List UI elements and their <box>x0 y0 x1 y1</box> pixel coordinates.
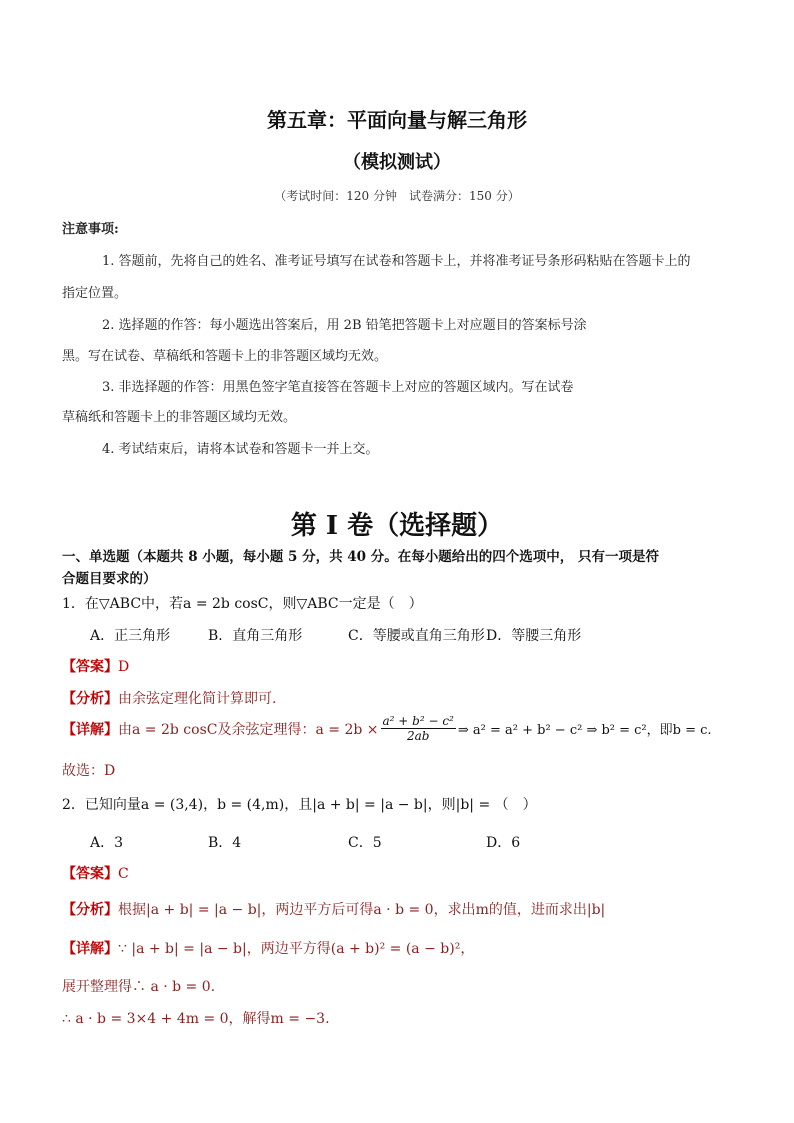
note-item-3-line-1: 3. 非选择题的作答：用黑色签字笔直接答在答题卡上对应的答题区域内。写在试卷 <box>102 380 574 395</box>
note-item-1-line-2: 指定位置。 <box>62 286 128 301</box>
q2-option-d: D．6 <box>486 835 521 851</box>
q2-analysis <box>62 899 605 919</box>
section-intro-line-2: 合题目要求的） <box>62 571 157 587</box>
q1-detail-suffix: ⇒ a² = a² + b² − c² ⇒ b² = c²，即b = c. <box>457 723 712 738</box>
note-item-4: 4. 考试结束后，请将本试卷和答题卡一并上交。 <box>102 442 379 457</box>
page-subtitle: （模拟测试） <box>343 152 451 173</box>
q1-option-c: C．等腰或直角三角形 <box>348 628 485 644</box>
q1-option-a: A．正三角形 <box>90 628 171 644</box>
note-item-2-line-2: 黑。写在试卷、草稿纸和答题卡上的非答题区域均无效。 <box>62 349 388 364</box>
q1-option-b: B．直角三角形 <box>208 628 303 644</box>
exam-info: （考试时间：120 分钟 试卷满分：150 分） <box>274 189 520 203</box>
notes-heading: 注意事项: <box>62 222 119 237</box>
q1-answer-label: 【答案】 <box>62 659 118 675</box>
q1-analysis-text: 由余弦定理化简计算即可. <box>118 691 277 707</box>
q1-answer <box>62 656 129 676</box>
page-title: 第五章：平面向量与解三角形 <box>267 108 527 132</box>
section-title: 第 I 卷（选择题） <box>290 511 504 541</box>
q1-conclusion: 故选：D <box>62 763 116 779</box>
q2-option-b: B．4 <box>208 835 242 851</box>
q1-answer-value: D <box>118 659 130 675</box>
q2-option-c: C．5 <box>348 835 382 851</box>
q1-fraction-numerator: a² + b² − c² <box>382 714 454 728</box>
q1-detail-fraction <box>381 714 456 743</box>
q2-detail-label: 【详解】 <box>62 941 118 957</box>
note-item-3-line-2: 草稿纸和答题卡上的非答题区域均无效。 <box>62 410 297 425</box>
q1-analysis <box>62 688 276 708</box>
q2-analysis-label: 【分析】 <box>62 902 118 918</box>
q2-analysis-text: 根据|a + b| = |a − b|，两边平方后可得a · b = 0，求出m的值，进而求出|b| <box>118 902 606 918</box>
q1-fraction-denominator: 2ab <box>406 729 430 743</box>
q1-detail-prefix: 由a = 2b cosC及余弦定理得：a = 2b × <box>118 721 379 738</box>
q1-analysis-label: 【分析】 <box>62 691 118 707</box>
note-item-1-line-1: 1. 答题前，先将自己的姓名、准考证号填写在试卷和答题卡上，并将准考证号条形码粘贴在答题卡上的 <box>102 254 691 269</box>
q1-detail <box>62 714 712 743</box>
section-intro-line-1: 一、单选题（本题共 8 小题，每小题 5 分，共 40 分。在每小题给出的四个选项中， 只有一项是符 <box>62 549 659 565</box>
q2-option-a: A．3 <box>90 835 124 851</box>
q2-answer-value: C <box>118 866 129 882</box>
q1-stem: 1．在▽ABC中，若a = 2b cosC，则▽ABC一定是（ ） <box>62 596 423 612</box>
q2-stem: 2．已知向量a = (3,4)，b = (4,m)，且|a + b| = |a − b|，则|b| = （ ） <box>62 797 537 813</box>
q2-answer <box>62 863 129 883</box>
q2-detail-line-3: ∴ a · b = 3×4 + 4m = 0，解得m = −3. <box>62 1011 330 1027</box>
q1-detail-label: 【详解】 <box>62 721 118 738</box>
note-item-2-line-1: 2. 选择题的作答：每小题选出答案后，用 2B 铅笔把答题卡上对应题目的答案标号涂 <box>102 318 587 333</box>
q2-detail-text: ∵ |a + b| = |a − b|，两边平方得(a + b)² = (a − b)²， <box>118 941 475 957</box>
q2-answer-label: 【答案】 <box>62 866 118 882</box>
q2-detail <box>62 938 474 958</box>
q2-detail-line-2: 展开整理得∴ a · b = 0. <box>62 979 216 995</box>
q1-option-d: D．等腰三角形 <box>486 628 582 644</box>
